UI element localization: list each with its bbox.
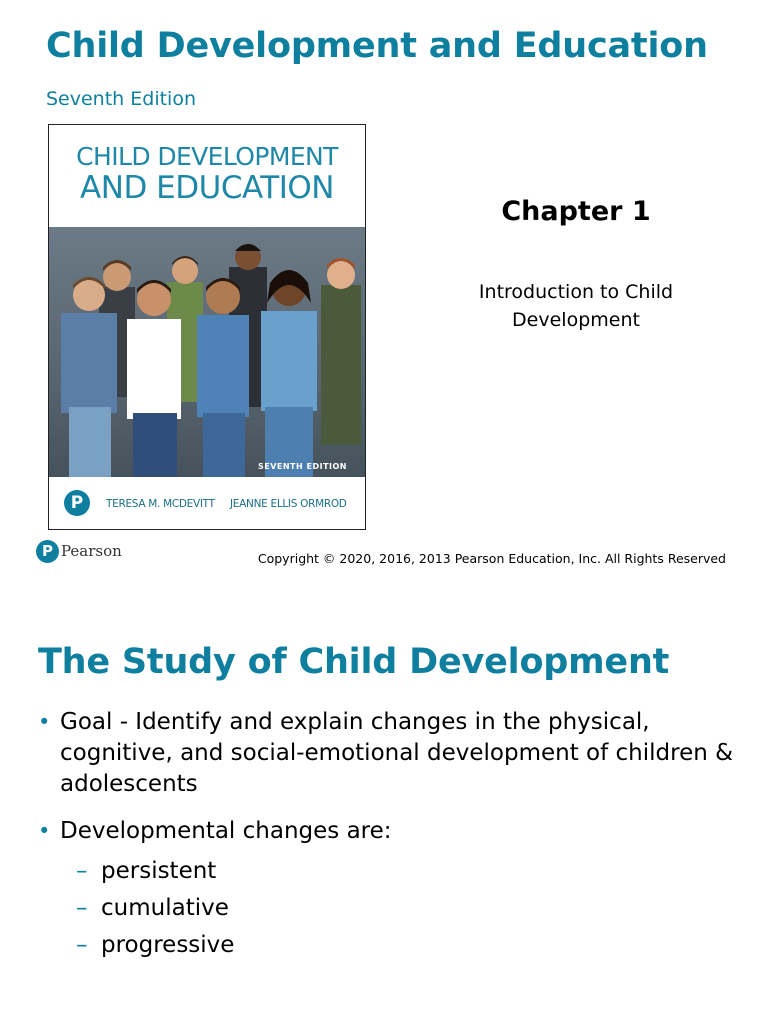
- sub-bullet-text: persistent: [101, 858, 217, 884]
- cover-footer: [49, 477, 365, 529]
- cover-edition: SEVENTH EDITION: [257, 462, 347, 471]
- slide-title: The Study of Child Development: [38, 642, 670, 682]
- cover-title: [49, 143, 365, 205]
- sub-bullet-item: [38, 853, 738, 890]
- dash-icon: –: [76, 932, 88, 958]
- cover-author-1: TERESA M. MCDEVITT: [106, 498, 215, 510]
- dash-icon: –: [76, 895, 88, 921]
- bullet-item-changes: [38, 816, 738, 964]
- cover-title-line1: CHILD DEVELOPMENT: [76, 142, 338, 171]
- bullet-icon: •: [38, 710, 51, 734]
- chapter-subtitle-line1: Introduction to Child: [478, 281, 674, 303]
- sub-bullet-list: [60, 853, 738, 964]
- cover-title-line2: AND EDUCATION: [80, 169, 334, 206]
- sub-bullet-text: progressive: [101, 932, 235, 958]
- sub-bullet-item: [38, 890, 738, 927]
- slide-study: [0, 600, 768, 1024]
- chapter-subtitle-line2: Development: [512, 309, 640, 331]
- bullet-icon: •: [38, 819, 51, 843]
- cover-author-2: JEANNE ELLIS ORMROD: [230, 498, 347, 510]
- bullet-item-goal: [38, 707, 738, 800]
- pearson-wordmark: Pearson: [61, 542, 122, 560]
- bullet-text: Developmental changes are:: [60, 818, 392, 844]
- chapter-heading: Chapter 1: [501, 196, 651, 227]
- dash-icon: –: [76, 858, 88, 884]
- sub-bullet-text: cumulative: [101, 895, 229, 921]
- copyright-notice: Copyright © 2020, 2016, 2013 Pearson Education, Inc. All Rights Reserved: [257, 551, 726, 566]
- children-photo: [49, 227, 365, 477]
- bullet-list: [38, 707, 738, 980]
- pearson-cover-logo-icon: P: [64, 490, 90, 516]
- bullet-text: Goal - Identify and explain changes in the physical, cognitive, and social-emotional development of children & adolescents: [60, 709, 734, 797]
- children-illustration: [49, 227, 365, 477]
- book-cover-image: [48, 124, 366, 530]
- sub-bullet-item: [38, 927, 738, 964]
- chapter-subtitle: [448, 278, 704, 334]
- book-title: Child Development and Education: [46, 26, 708, 66]
- pearson-logo-icon: P: [36, 540, 59, 563]
- edition-subtitle: Seventh Edition: [46, 88, 196, 110]
